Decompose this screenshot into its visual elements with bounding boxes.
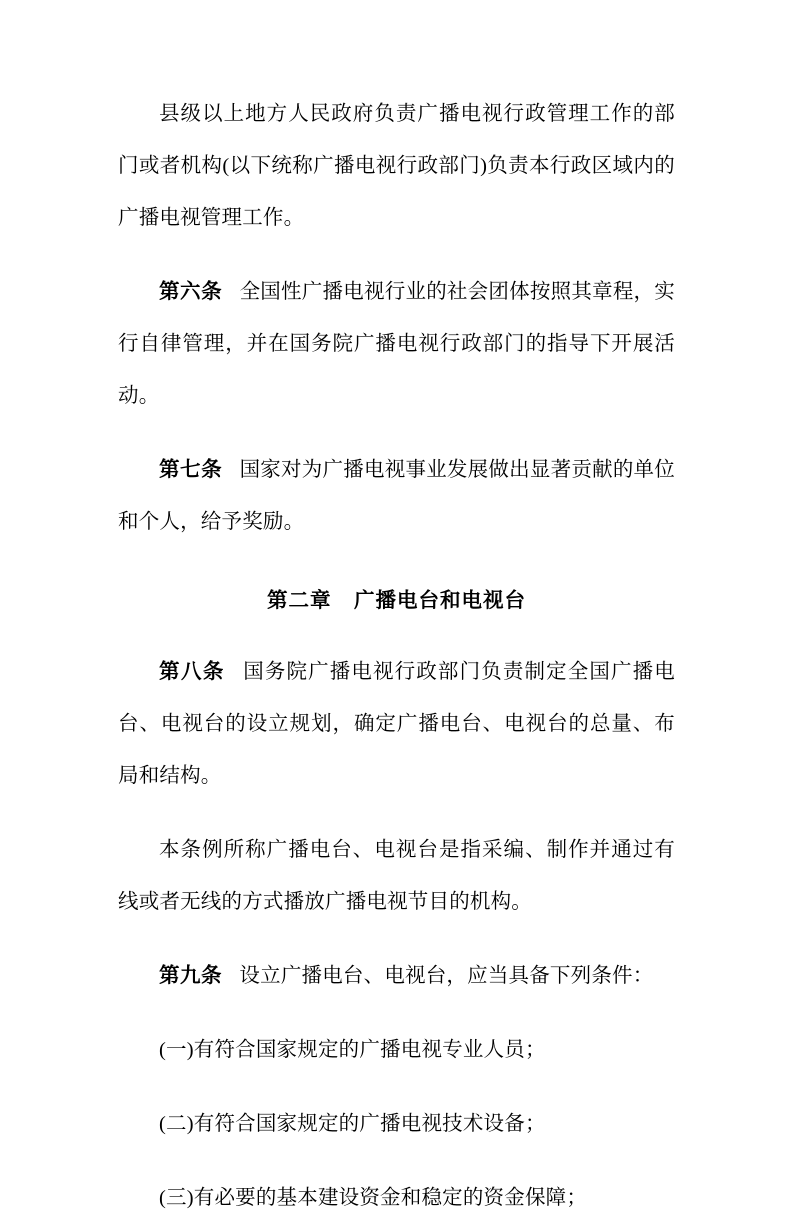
document-body bbox=[118, 88, 675, 1224]
article-label: 第七条 bbox=[159, 459, 223, 481]
article-text: 设立广播电台、电视台，应当具备下列条件： bbox=[239, 965, 654, 987]
list-item-two bbox=[118, 1098, 675, 1150]
paragraph-text: 县级以上地方人民政府负责广播电视行政管理工作的部门或者机构(以下统称广播电视行政部门)负责本行政区域内的广播电视管理工作。 bbox=[118, 103, 675, 229]
article-seven bbox=[118, 444, 675, 548]
paragraph-text: 本条例所称广播电台、电视台是指采编、制作并通过有线或者无线的方式播放广播电视节目的机构。 bbox=[118, 839, 675, 913]
article-eight bbox=[118, 646, 675, 802]
chapter-number: 第二章 bbox=[266, 590, 332, 612]
article-text: 国务院广播电视行政部门负责制定全国广播电台、电视台的设立规划，确定广播电台、电视台的总量、布局和结构。 bbox=[118, 661, 676, 787]
article-nine bbox=[118, 950, 675, 1002]
paragraph-definition bbox=[118, 824, 675, 928]
article-label: 第六条 bbox=[159, 281, 223, 303]
chapter-two-heading bbox=[118, 578, 675, 624]
list-item-text: (一)有符合国家规定的广播电视专业人员； bbox=[159, 1039, 546, 1061]
list-item-text: (二)有符合国家规定的广播电视技术设备； bbox=[159, 1113, 546, 1135]
paragraph-department-duty bbox=[118, 88, 675, 244]
article-label: 第八条 bbox=[159, 661, 225, 683]
chapter-title: 广播电台和电视台 bbox=[354, 590, 527, 612]
article-text: 国家对为广播电视事业发展做出显著贡献的单位和个人，给予奖励。 bbox=[118, 459, 675, 533]
article-label: 第九条 bbox=[159, 965, 222, 987]
article-text: 全国性广播电视行业的社会团体按照其章程，实行自律管理，并在国务院广播电视行政部门的指导下开展活动。 bbox=[118, 281, 675, 407]
list-item-one bbox=[118, 1024, 675, 1076]
list-item-text: (三)有必要的基本建设资金和稳定的资金保障； bbox=[159, 1187, 588, 1209]
article-six bbox=[118, 266, 675, 422]
list-item-three bbox=[118, 1172, 675, 1224]
